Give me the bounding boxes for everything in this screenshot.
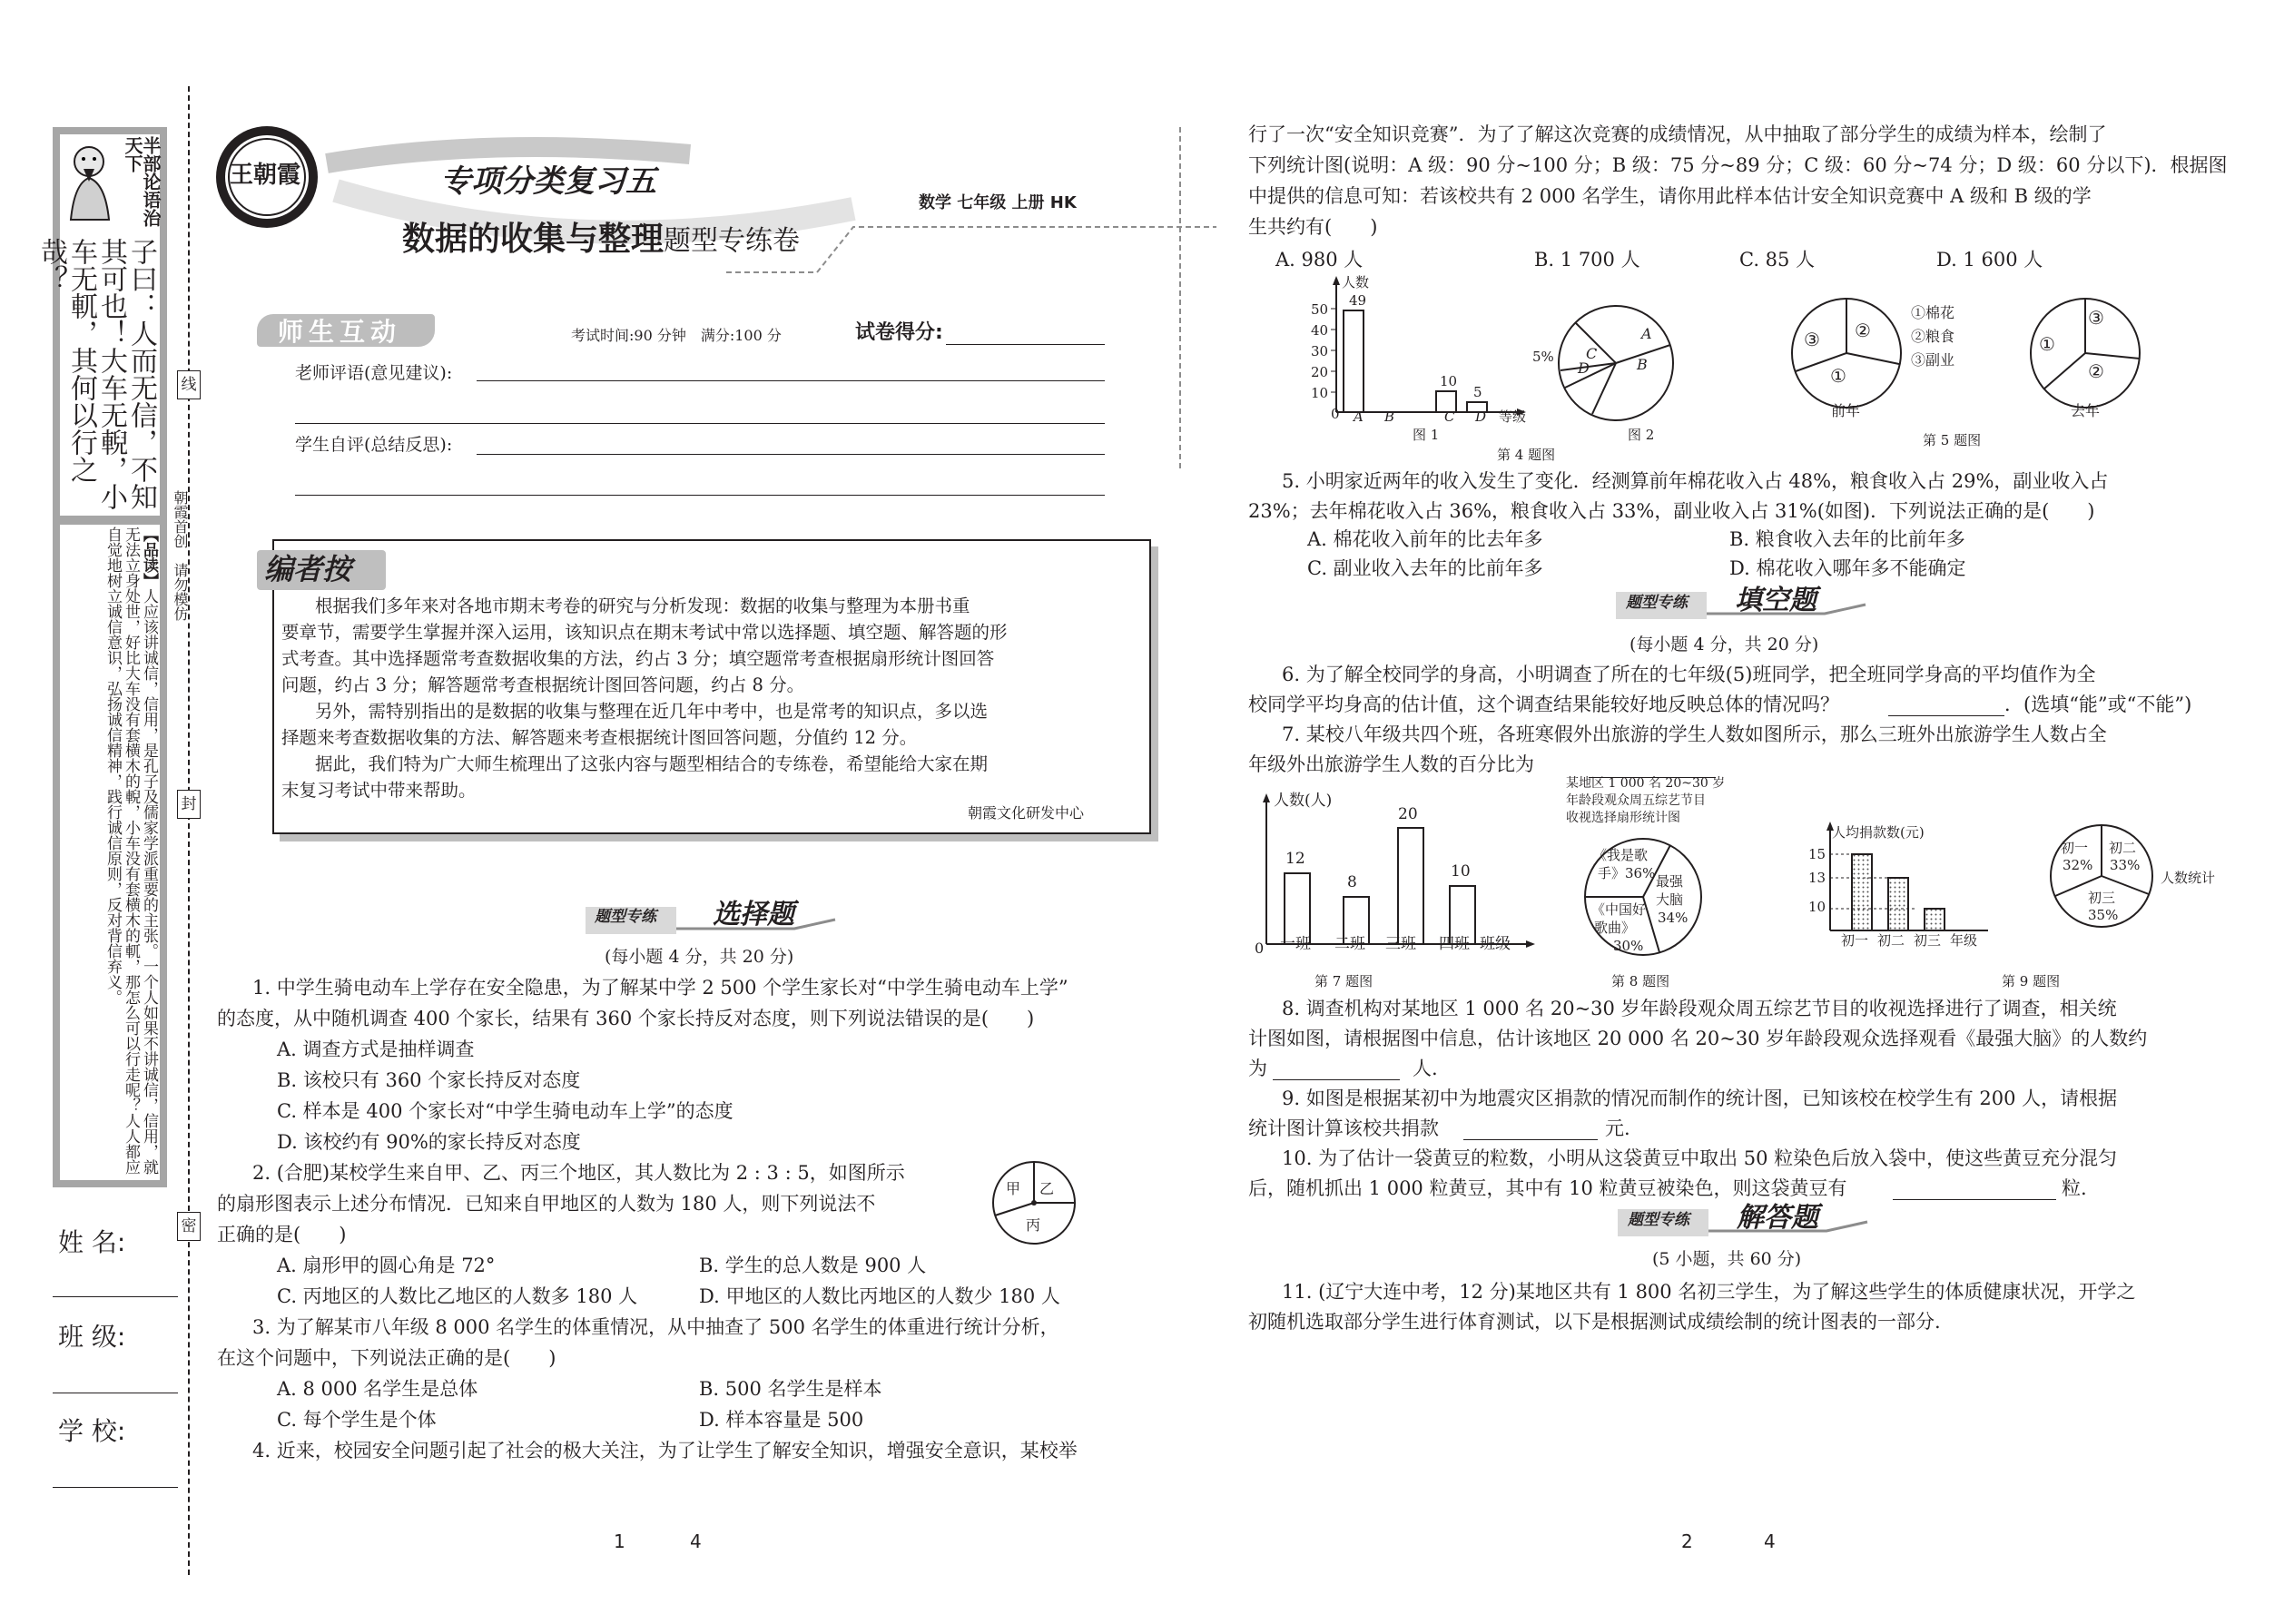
choice-score: (每小题 4 分，共 20 分) (605, 947, 794, 967)
q2-stem-1: 2. (合肥)某校学生来自甲、乙、丙三个地区，其人数比为 2 : 3 : 5，如图所示 (252, 1162, 905, 1184)
fig9-pie-value-3: 35% (2088, 907, 2119, 923)
q5-last-region-2: ② (2088, 360, 2104, 382)
q10-line-2b: 粒. (2062, 1177, 2087, 1199)
q7-line-2: 年级外出旅游学生人数的百分比为 (1248, 753, 1534, 775)
title-main: 数据的收集与整理 (402, 221, 665, 258)
q4-cat-c: C (1444, 408, 1455, 425)
fig9-cat-2: 初二 (1877, 932, 1905, 949)
q4-pie-label-5pct: 5% (1532, 349, 1554, 365)
choice-title: 选择题 (713, 899, 794, 930)
fig9-ytick-10: 10 (1808, 899, 1826, 915)
q6-line-2: 校同学平均身高的估计值，这个调查结果能较好地反映总体的情况吗？ (1248, 694, 1839, 715)
teacher-comment-line-2 (295, 423, 1105, 424)
fig7-value-1: 12 (1285, 850, 1305, 868)
fig8-title-2: 年龄段观众周五综艺节目 (1566, 793, 1706, 808)
fig7-ylabel: 人数(人) (1274, 792, 1333, 810)
editor-line-6: 择题来考查数据收集的方法、解答题来考查根据统计图回答问题，分值约 12 分。 (281, 727, 918, 748)
score-blank (946, 344, 1105, 345)
motto-text: 子曰：人而无信，不知其可也！大车无輗，小车无軏，其何以行之哉？ (35, 238, 157, 510)
editor-heading: 编者按 (264, 552, 352, 586)
q4-pie-label-a: A (1641, 325, 1652, 342)
q11-line-2: 初随机选取部分学生进行体育测试，以下是根据测试成绩绘制的统计图表的一部分. (1248, 1311, 1941, 1333)
reading-text (64, 527, 158, 1176)
q9-line-2b: 元. (1605, 1117, 1630, 1139)
q3-option-a: A. 8 000 名学生是总体 (277, 1378, 478, 1400)
q8-line-3a: 为 (1248, 1058, 1267, 1079)
q4-cat-d: D (1475, 408, 1487, 425)
fig8-slice-2a: 最强 (1656, 873, 1684, 890)
q5-option-c: C. 副业收入去年的比前年多 (1307, 557, 1543, 579)
q4-pie-label-c: C (1586, 345, 1598, 362)
grade-info: 数学 七年级 上册 HK (919, 193, 1077, 212)
reading-body: 人应该讲诚信，信用，是孔子及儒家学派重要的主张。一个人如果不讲诚信，信用，就无法立身处世，好比大车没有套横木的輗，小车没有套横木的軏，那怎么可以行走呢？人人都应自觉地树立诚信意识，弘扬诚信精神，践行诚信原则，反对背信弃义。 (103, 527, 158, 1175)
q4-option-a: A. 980 人 (1275, 249, 1364, 271)
fig8-slice-3c: 30% (1613, 938, 1644, 954)
answer-tag: 题型专练 (1628, 1211, 1689, 1229)
fig8-caption: 第 8 题图 (1611, 973, 1670, 989)
q3-stem-2: 在这个问题中，下列说法正确的是( ) (217, 1347, 556, 1369)
fig8-title-3: 收视选择扇形统计图 (1566, 811, 1680, 825)
name-label: 姓 名: (58, 1227, 126, 1257)
q5-legend-side: ③副业 (1911, 351, 1955, 369)
fig9-pie-value-1: 32% (2063, 857, 2093, 873)
q4-ylabel: 人数 (1342, 274, 1370, 290)
student-comment-label: 学生自评(总结反思): (295, 435, 453, 455)
q5-option-a: A. 棉花收入前年的比去年多 (1307, 528, 1543, 550)
fig9-caption: 第 9 题图 (2002, 973, 2061, 989)
q5-prev-region-2: ② (1855, 320, 1871, 341)
q4-stem-1: 行了一次“安全知识竞赛”．为了了解这次竞赛的成绩情况，从中抽取了部分学生的成绩为样本，绘制了 (1248, 123, 2107, 145)
q1-option-d: D. 该校约有 90%的家长持反对态度 (277, 1131, 581, 1153)
fig9-xlabel: 年级 (1950, 932, 1978, 949)
fig7-value-3: 20 (1398, 805, 1418, 823)
exam-info: 考试时间:90 分钟 满分:100 分 (571, 327, 782, 344)
fig8-slice-1a: 《我是歌 (1593, 847, 1649, 863)
editor-line-2: 要章节，需要学生掌握并深入运用，该知识点在期末考试中常以选择题、填空题、解答题的形 (281, 622, 1008, 643)
q8-line-1: 8. 调查机构对某地区 1 000 名 20~30 岁年龄段观众周五综艺节目的收视选择进行了调查，相关统 (1282, 998, 2117, 1019)
binding-mark-line: 线 (177, 370, 201, 399)
fig7-cat-3: 三班 (1385, 935, 1416, 953)
q4-pie-label-b: B (1637, 356, 1648, 373)
motto-header: 半部论语治天下 (122, 136, 162, 227)
q2-stem-2: 的扇形图表示上述分布情况．已知来自甲地区的人数为 180 人，则下列说法不 (217, 1193, 876, 1215)
side-credit: 朝霞首创 请勿模仿 (172, 490, 189, 621)
q2-option-d: D. 甲地区的人数比丙地区的人数少 180 人 (699, 1285, 1060, 1307)
q2-pie (989, 1158, 1078, 1247)
q3-stem-1: 3. 为了解某市八年级 8 000 名学生的体重情况，从中抽查了 500 名学生的体重进行统计分析， (252, 1316, 1059, 1338)
q5-option-d: D. 棉花收入哪年多不能确定 (1729, 557, 1966, 579)
q4-stem-2: 下列统计图(说明：A 级：90 分~100 分；B 级：75 分~89 分；C 级：60 分~74 分；D 级：60 分以下)．根据图 (1248, 154, 2228, 176)
binding-mark-secret: 密 (177, 1212, 201, 1241)
q5-option-b: B. 粮食收入去年的比前年多 (1729, 528, 1965, 550)
q4-fig1-label: 图 1 (1413, 427, 1440, 443)
q4-ytick-40: 40 (1311, 322, 1329, 339)
fig9-pie-label-1: 初一 (2061, 840, 2089, 856)
student-comment-line-2 (295, 495, 1105, 496)
editor-line-4: 问题，约占 3 分；解答题常考查根据统计图回答问题，约占 8 分。 (281, 674, 805, 695)
fig9-cat-3: 初三 (1914, 932, 1942, 949)
teacher-comment-label: 老师评语(意见建议): (295, 363, 453, 383)
q5-stem-2: 23%；去年棉花收入占 36%，粮食收入占 33%，副业收入占 31%(如图)．下列说法正确的是( ) (1248, 500, 2095, 522)
confucius-portrait (62, 136, 118, 220)
title-sub: 题型专练卷 (664, 225, 801, 257)
fig7-zero: 0 (1255, 940, 1265, 957)
binding-line (188, 86, 190, 1575)
q1-option-a: A. 调查方式是抽样调查 (277, 1038, 475, 1060)
fig9-ylabel: 人均捐款数(元) (1832, 824, 1925, 841)
q5-legend-grain: ②粮食 (1911, 328, 1955, 345)
editor-line-3: 式考查。其中选择题常考查数据收集的方法，约占 3 分；填空题常考查根据扇形统计图回答 (281, 648, 995, 669)
q6-line-1: 6. 为了解全校同学的身高，小明调查了所在的七年级(5)班同学，把全班同学身高的平均值作为全 (1282, 664, 2096, 685)
q4-option-b: B. 1 700 人 (1534, 249, 1640, 271)
q4-ytick-0: 0 (1331, 406, 1340, 422)
q4-pie-chart (1552, 300, 1679, 427)
q4-stem-3: 中提供的信息可知：若该校共有 2 000 名学生，请你用此样本估计安全知识竞赛中 A 级和 B 级的学 (1248, 185, 2092, 207)
q4-bar-label-c: 10 (1440, 373, 1458, 389)
q10-answer-blank (1893, 1199, 2056, 1200)
score-label: 试卷得分: (855, 321, 943, 344)
header-ribbon (309, 118, 1216, 300)
fig9-cat-1: 初一 (1841, 932, 1869, 949)
school-label: 学 校: (58, 1416, 126, 1446)
q5-legend-cotton: ①棉花 (1911, 304, 1955, 321)
page-title (402, 220, 800, 259)
q8-answer-blank (1273, 1079, 1400, 1080)
q4-pie-label-d: D (1578, 359, 1590, 377)
q9-answer-blank (1463, 1139, 1598, 1140)
q1-stem-2: 的态度，从中随机调查 400 个家长，结果有 360 个家长持反对态度，则下列说法错误的是( ) (217, 1008, 1035, 1029)
q7-line-1: 7. 某校八年级共四个班，各班寒假外出旅游的学生人数如图所示，那么三班外出旅游学生人数占全 (1282, 723, 2107, 745)
fill-tag: 题型专练 (1626, 594, 1688, 612)
q9-line-1: 9. 如图是根据某初中为地震灾区捐款的情况而制作的统计图，已知该校在校学生有 200 人，请根据 (1282, 1088, 2118, 1109)
school-line (53, 1487, 178, 1488)
fig9-pie-title: 人数统计 (2161, 870, 2216, 886)
q4-ytick-20: 20 (1311, 364, 1329, 380)
fig8-slice-2c: 34% (1658, 910, 1689, 926)
logo-text: 王朝霞 (230, 162, 301, 189)
q8-line-2: 计图如图，请根据图中信息，估计该地区 20 000 名 20~30 岁年龄段观众选择观看《最强大脑》的人数约 (1248, 1028, 2148, 1049)
fig9-pie-label-3: 初三 (2088, 890, 2116, 906)
fig9-pie-value-2: 33% (2110, 857, 2141, 873)
name-line (53, 1296, 178, 1297)
q1-stem-1: 1. 中学生骑电动车上学存在安全隐患，为了解某中学 2 500 个学生家长对“中学生骑电动车上学” (252, 977, 1068, 999)
q5-prev-region-1: ① (1830, 365, 1846, 387)
q4-stem-4: 生共约有( ) (1248, 216, 1378, 238)
fig9-ytick-13: 13 (1808, 870, 1826, 886)
q5-label-prev: 前年 (1831, 402, 1861, 419)
fig7-caption: 第 7 题图 (1314, 973, 1373, 989)
editor-line-1: 根据我们多年来对各地市期末考卷的研究与分析发现：数据的收集与整理为本册书重 (315, 595, 970, 616)
fig8-slice-3b: 歌曲》 (1594, 920, 1636, 936)
q4-cat-b: B (1384, 408, 1395, 425)
q4-option-d: D. 1 600 人 (1936, 249, 2043, 271)
q5-stem-1: 5. 小明家近两年的收入发生了变化．经测算前年棉花收入占 48%，粮食收入占 29%，副业收入占 (1282, 470, 2109, 492)
q5-last-region-3: ③ (2088, 307, 2104, 329)
fig7-cat-4: 四班 (1439, 935, 1470, 953)
q5-prev-region-3: ③ (1804, 329, 1820, 350)
fill-score: (每小题 4 分，共 20 分) (1629, 635, 1819, 655)
q4-ytick-10: 10 (1311, 385, 1329, 401)
series-title: 专项分类复习五 (440, 163, 656, 200)
q5-last-region-1: ① (2039, 333, 2055, 355)
q1-option-b: B. 该校只有 360 个家长持反对态度 (277, 1069, 581, 1091)
q2-pie-label-jia: 甲 (1006, 1180, 1021, 1197)
q1-option-c: C. 样本是 400 个家长对“中学生骑电动车上学”的态度 (277, 1100, 733, 1122)
binding-mark-seal: 封 (177, 790, 201, 819)
fig8-slice-2b: 大脑 (1656, 891, 1684, 908)
fig7-cat-2: 二班 (1334, 935, 1365, 953)
fig7-cat-1: 一班 (1280, 935, 1311, 953)
fig7-value-4: 10 (1451, 862, 1471, 881)
fig8-title-1: 某地区 1 000 名 20~30 岁 (1566, 776, 1726, 791)
q8-line-3b: 人. (1413, 1058, 1438, 1079)
q2-stem-3: 正确的是( ) (217, 1224, 347, 1245)
editor-line-7: 据此，我们特为广大师生梳理出了这张内容与题型相结合的专练卷，希望能给大家在期 (315, 753, 989, 774)
editor-signature: 朝霞文化研发中心 (968, 804, 1085, 822)
q10-line-2a: 后，随机抓出 1 000 粒黄豆，其中有 10 粒黄豆被染色，则这袋黄豆有 (1248, 1177, 1847, 1199)
answer-title: 解答题 (1737, 1202, 1818, 1234)
q5-caption: 第 5 题图 (1923, 432, 1982, 448)
teacher-comment-line-1 (477, 380, 1105, 381)
fig7-xlabel: 班级 (1480, 935, 1511, 953)
q4-ytick-50: 50 (1311, 301, 1329, 318)
q4-ytick-30: 30 (1311, 343, 1329, 359)
q4-bar-label-d: 5 (1473, 384, 1482, 400)
fig9-ytick-15: 15 (1808, 846, 1826, 862)
fig7-value-2: 8 (1347, 873, 1357, 891)
fig9-pie-label-2: 初二 (2109, 840, 2137, 856)
q4-fig2-label: 图 2 (1628, 427, 1655, 443)
q4-xlabel: 等级 (1499, 408, 1527, 425)
q10-line-1: 10. 为了估计一袋黄豆的粒数，小明从这袋黄豆中取出 50 粒染色后放入袋中，使这些黄豆充分混匀 (1282, 1147, 2118, 1169)
q4-stem-0: 4. 近来，校园安全问题引起了社会的极大关注，为了让学生了解安全知识，增强安全意识，某校举 (252, 1440, 1078, 1462)
q2-option-b: B. 学生的总人数是 900 人 (699, 1255, 927, 1276)
answer-score: (5 小题，共 60 分) (1652, 1249, 1802, 1269)
q3-option-b: B. 500 名学生是样本 (699, 1378, 882, 1400)
q4-caption: 第 4 题图 (1497, 447, 1556, 463)
q6-line-2b: ．(选填“能”或“不能”) (2004, 694, 2192, 715)
reading-label: 【品读】 (140, 527, 158, 588)
q6-answer-blank (1888, 715, 2004, 716)
editor-line-8: 末复习考试中带来帮助。 (281, 780, 477, 801)
q4-option-c: C. 85 人 (1739, 249, 1816, 271)
fig8-slice-1b: 手》36% (1598, 865, 1656, 881)
q4-cat-a: A (1354, 408, 1364, 425)
editor-line-5: 另外，需特别指出的是数据的收集与整理在近几年中考中，也是常考的知识点，多以选 (315, 701, 989, 722)
fig8-slice-3a: 《中国好 (1591, 901, 1647, 918)
q11-line-1: 11. (辽宁大连中考，12 分)某地区共有 1 800 名初三学生，为了解这些学生的体质健康状况，开学之 (1282, 1281, 2136, 1303)
q9-line-2a: 统计图计算该校共捐款 (1248, 1117, 1439, 1139)
student-comment-line-1 (477, 454, 1105, 455)
interaction-label: 师生互动 (278, 317, 402, 347)
q3-option-c: C. 每个学生是个体 (277, 1409, 437, 1431)
left-page-number: 1 (614, 1530, 625, 1552)
q2-option-c: C. 丙地区的人数比乙地区的人数多 180 人 (277, 1285, 638, 1307)
fill-title: 填空题 (1735, 585, 1816, 616)
q5-pie-prev (1788, 295, 1905, 411)
right-page-number: 2 (1681, 1530, 1693, 1552)
class-label: 班 级: (58, 1322, 126, 1352)
q2-pie-label-yi: 乙 (1039, 1180, 1055, 1197)
choice-tag: 题型专练 (595, 908, 656, 926)
q3-option-d: D. 样本容量是 500 (699, 1409, 864, 1431)
q4-bar-label-a: 49 (1349, 292, 1367, 309)
q4-bar-chart (1307, 272, 1534, 427)
q2-pie-label-bing: 丙 (1026, 1216, 1041, 1234)
q5-label-last: 去年 (2071, 402, 2101, 419)
left-page-total: 4 (690, 1530, 702, 1552)
right-page-total: 4 (1764, 1530, 1776, 1552)
q2-option-a: A. 扇形甲的圆心角是 72° (277, 1255, 496, 1276)
